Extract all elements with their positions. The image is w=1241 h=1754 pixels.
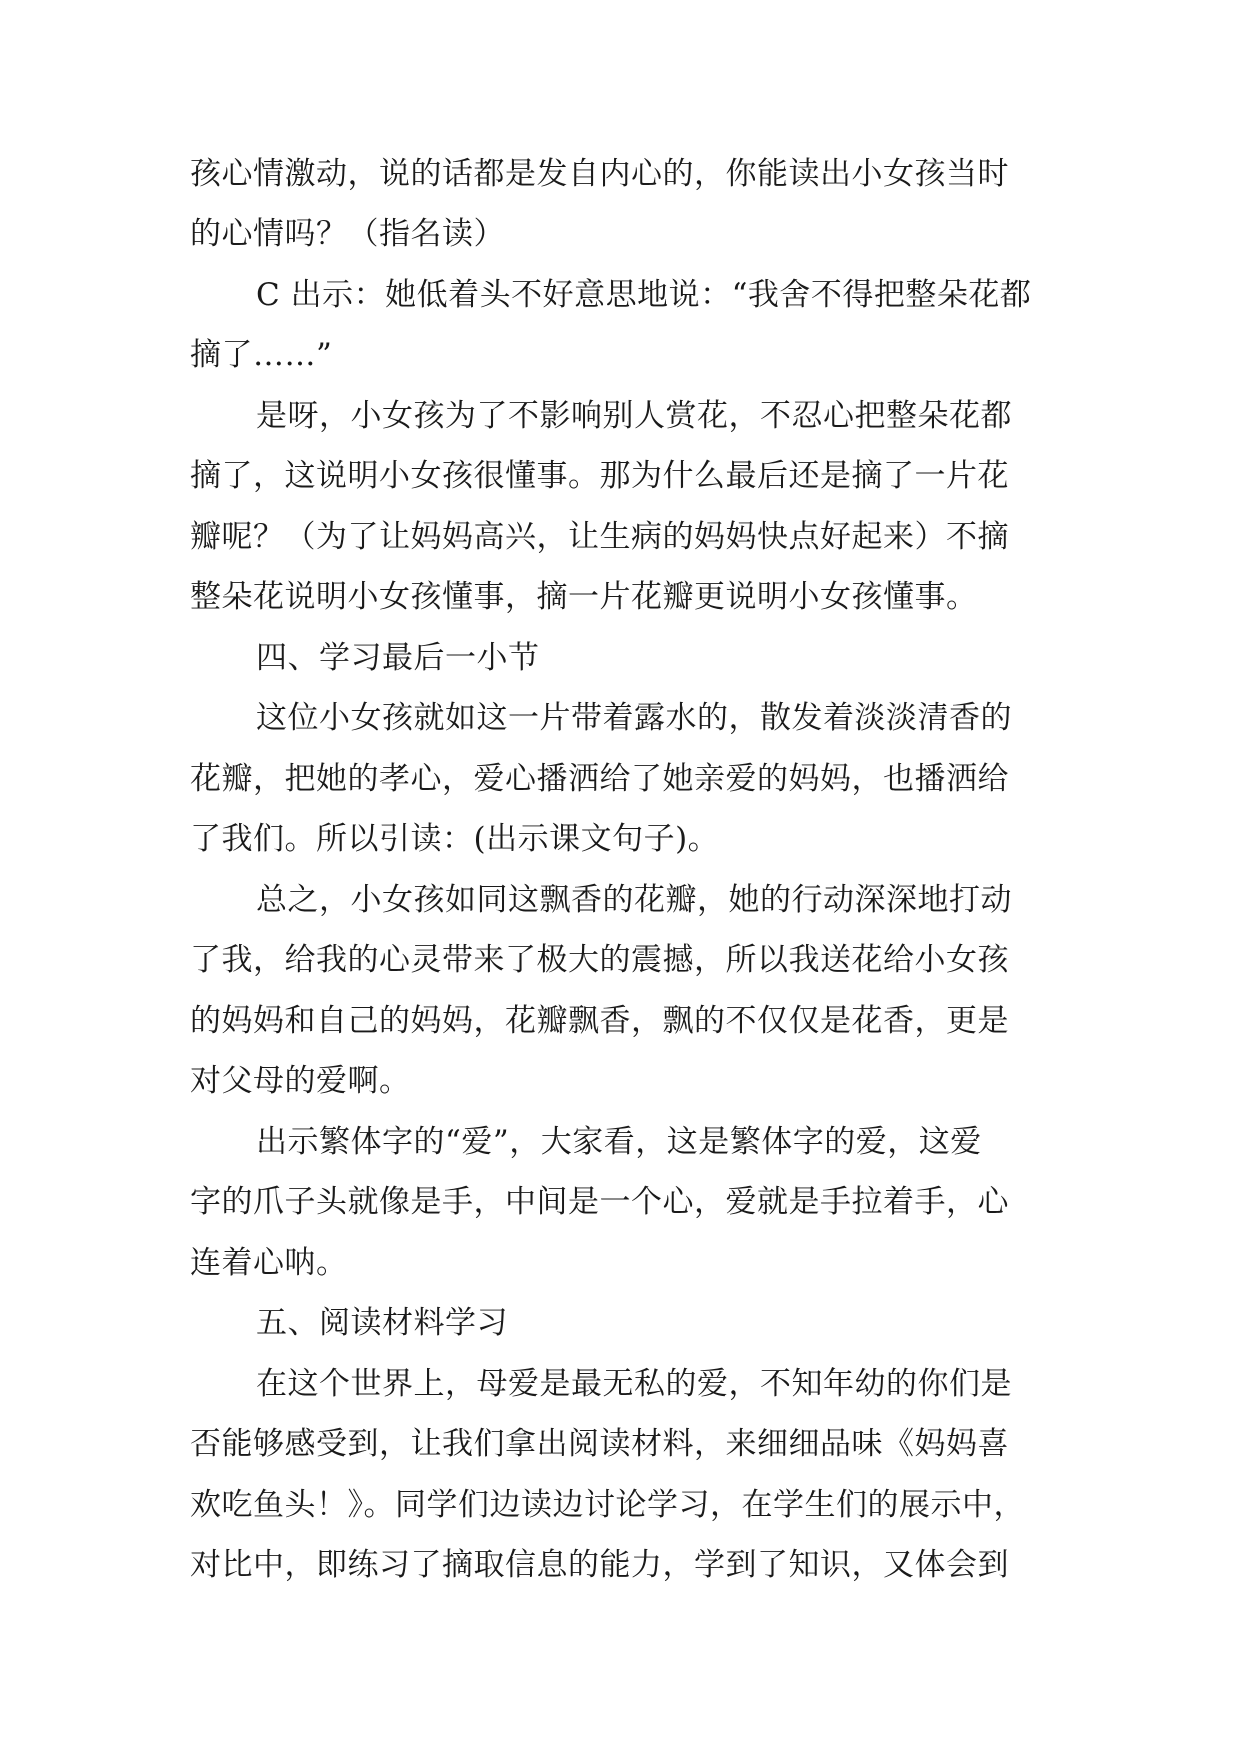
text-line: 是呀，小女孩为了不影响别人赏花，不忍心把整朵花都 xyxy=(256,398,1012,434)
text-line: 出示繁体字的“爱”，大家看，这是繁体字的爱，这爱 xyxy=(256,1124,982,1160)
text-line: 的心情吗？（指名读） xyxy=(190,216,505,252)
text-line: 欢吃鱼头！》。同学们边读边讨论学习，在学生们的展示中， xyxy=(190,1487,1025,1523)
text-line: 对比中，即练习了摘取信息的能力，学到了知识，又体会到 xyxy=(190,1547,1009,1583)
text-line: 花瓣，把她的孝心，爱心播洒给了她亲爱的妈妈，也播洒给 xyxy=(190,761,1009,797)
text-line: 摘了……” xyxy=(190,337,333,373)
section-heading: 五、阅读材料学习 xyxy=(256,1305,508,1341)
text-line: 的妈妈和自己的妈妈，花瓣飘香，飘的不仅仅是花香，更是 xyxy=(190,1003,1009,1039)
text-line: 否能够感受到，让我们拿出阅读材料，来细细品味《妈妈喜 xyxy=(190,1426,1009,1462)
text-line: C 出示：她低着头不好意思地说：“我舍不得把整朵花都 xyxy=(256,277,1032,313)
text-line: 孩心情激动，说的话都是发自内心的，你能读出小女孩当时 xyxy=(190,156,1009,192)
text-line: 整朵花说明小女孩懂事，摘一片花瓣更说明小女孩懂事。 xyxy=(190,579,978,615)
text-line: 总之，小女孩如同这飘香的花瓣，她的行动深深地打动 xyxy=(256,882,1012,918)
text-line: 连着心呐。 xyxy=(190,1245,348,1281)
text-line: 对父母的爱啊。 xyxy=(190,1063,411,1099)
text-line: 摘了，这说明小女孩很懂事。那为什么最后还是摘了一片花 xyxy=(190,458,1009,494)
text-line: 了我，给我的心灵带来了极大的震撼，所以我送花给小女孩 xyxy=(190,942,1009,978)
section-heading: 四、学习最后一小节 xyxy=(256,640,540,676)
text-line: 了我们。所以引读：(出示课文句子)。 xyxy=(190,821,720,857)
text-line: 瓣呢？（为了让妈妈高兴，让生病的妈妈快点好起来）不摘 xyxy=(190,519,1009,555)
text-line: 字的爪子头就像是手，中间是一个心，爱就是手拉着手，心 xyxy=(190,1184,1009,1220)
text-line: 在这个世界上，母爱是最无私的爱，不知年幼的你们是 xyxy=(256,1366,1012,1402)
text-line: 这位小女孩就如这一片带着露水的，散发着淡淡清香的 xyxy=(256,700,1012,736)
